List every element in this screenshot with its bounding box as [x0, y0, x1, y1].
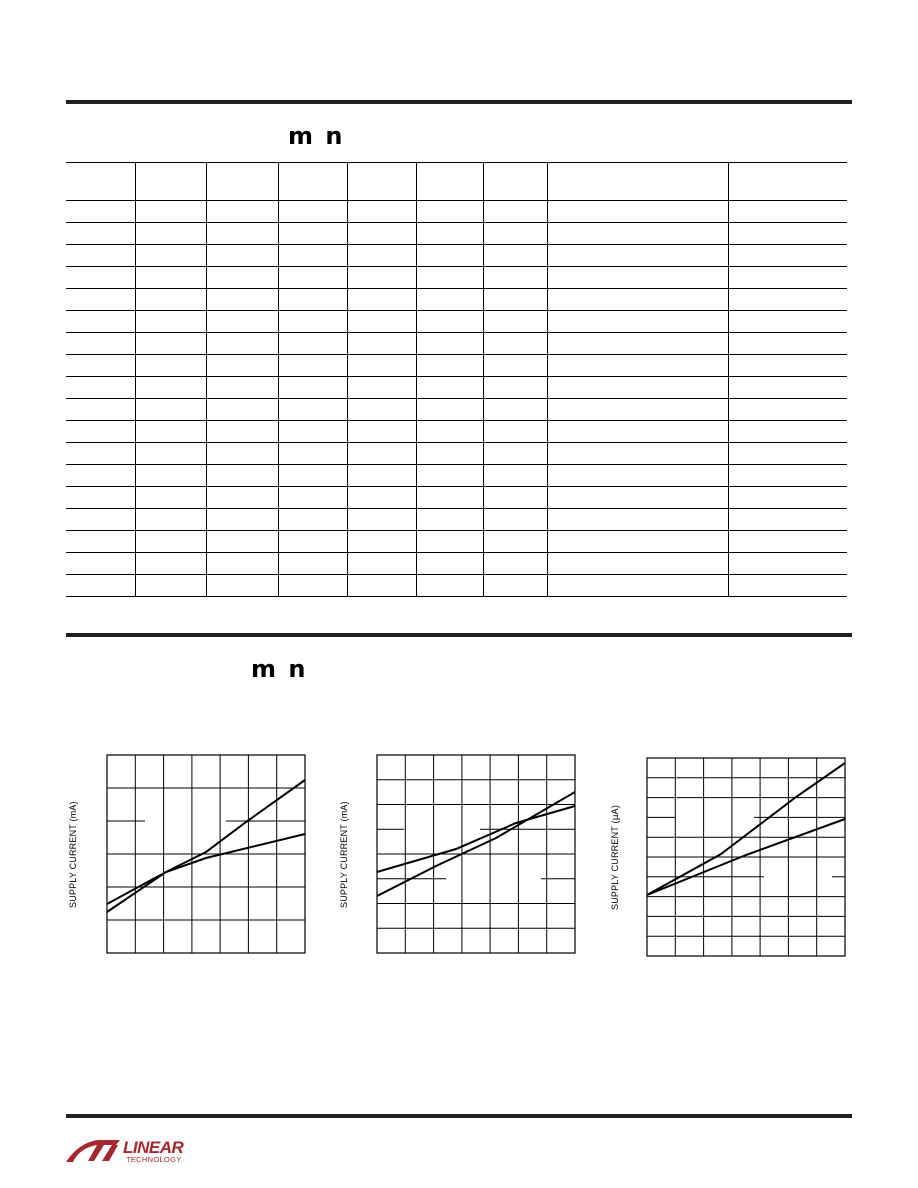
logo-mark: [102, 1145, 118, 1161]
table-cell: [347, 289, 416, 311]
table-cell: [278, 311, 347, 333]
table-cell: [135, 553, 206, 575]
table-cell: [347, 531, 416, 553]
section-heading-1: m n: [288, 122, 345, 150]
table-cell: [66, 509, 135, 531]
table-cell: [483, 267, 547, 289]
table-cell: [206, 355, 278, 377]
table-cell: [416, 443, 483, 465]
table-cell: [416, 465, 483, 487]
table-row: [66, 509, 847, 531]
table-cell: [416, 377, 483, 399]
table-header-cell: [206, 163, 278, 201]
table-cell: [347, 245, 416, 267]
table-cell: [416, 311, 483, 333]
table-cell: [347, 267, 416, 289]
section-rule-top: [66, 100, 852, 104]
table-cell: [483, 289, 547, 311]
table-cell: [278, 223, 347, 245]
table-cell: [347, 509, 416, 531]
table-cell: [206, 399, 278, 421]
table-cell: [547, 531, 728, 553]
table-cell: [135, 223, 206, 245]
table-cell: [728, 201, 847, 223]
table-cell: [206, 201, 278, 223]
table-cell: [347, 421, 416, 443]
table-cell: [278, 531, 347, 553]
table-cell: [547, 421, 728, 443]
table-cell: [66, 575, 135, 597]
table-cell: [66, 311, 135, 333]
table-cell: [206, 465, 278, 487]
table-row: [66, 443, 847, 465]
table-header-cell: [347, 163, 416, 201]
table-cell: [483, 509, 547, 531]
chart-3-ylabel: SUPPLY CURRENT (μA): [610, 804, 621, 910]
table-cell: [547, 465, 728, 487]
table-cell: [278, 245, 347, 267]
table-cell: [135, 377, 206, 399]
table-cell: [728, 487, 847, 509]
table-cell: [135, 245, 206, 267]
table-cell: [66, 443, 135, 465]
table-cell: [66, 355, 135, 377]
table-cell: [206, 245, 278, 267]
table-cell: [547, 267, 728, 289]
table-cell: [135, 399, 206, 421]
table-cell: [135, 355, 206, 377]
table-cell: [347, 465, 416, 487]
section-rule-middle: [66, 633, 852, 637]
table-cell: [66, 223, 135, 245]
table-cell: [278, 289, 347, 311]
table-cell: [347, 553, 416, 575]
table-cell: [66, 201, 135, 223]
table-cell: [135, 575, 206, 597]
table-cell: [483, 333, 547, 355]
table-cell: [278, 487, 347, 509]
table-cell: [416, 201, 483, 223]
logo-subtitle: TECHNOLOGY: [126, 1155, 182, 1164]
table-row: [66, 421, 847, 443]
table-header-cell: [483, 163, 547, 201]
chart-2: [376, 754, 578, 956]
table-cell: [206, 443, 278, 465]
chart-3: [646, 757, 848, 959]
table-cell: [728, 267, 847, 289]
table-row: [66, 267, 847, 289]
table-cell: [483, 245, 547, 267]
table-cell: [483, 465, 547, 487]
table-cell: [66, 333, 135, 355]
table-cell: [483, 377, 547, 399]
chart-1: [106, 754, 308, 956]
table-cell: [728, 333, 847, 355]
table-cell: [278, 553, 347, 575]
table-cell: [547, 355, 728, 377]
table-cell: [278, 355, 347, 377]
table-cell: [728, 509, 847, 531]
section-rule-bottom: [66, 1114, 852, 1118]
table-cell: [416, 245, 483, 267]
table-cell: [347, 201, 416, 223]
section-heading-2: m n: [251, 655, 308, 683]
table-cell: [547, 509, 728, 531]
table-cell: [206, 553, 278, 575]
table-cell: [135, 289, 206, 311]
table-cell: [416, 421, 483, 443]
table-cell: [547, 245, 728, 267]
table-cell: [66, 399, 135, 421]
table-cell: [416, 223, 483, 245]
table-cell: [135, 421, 206, 443]
table-header-cell: [728, 163, 847, 201]
table-cell: [206, 311, 278, 333]
table-cell: [66, 267, 135, 289]
table-cell: [347, 399, 416, 421]
table-cell: [206, 509, 278, 531]
table-header-cell: [135, 163, 206, 201]
table-cell: [206, 487, 278, 509]
table-cell: [206, 575, 278, 597]
table-cell: [278, 421, 347, 443]
table-cell: [728, 311, 847, 333]
table-cell: [206, 289, 278, 311]
table-cell: [416, 333, 483, 355]
table-row: [66, 245, 847, 267]
chart-1-curve: [107, 780, 305, 912]
table-cell: [347, 443, 416, 465]
table-cell: [66, 553, 135, 575]
table-header-row: [66, 163, 847, 201]
table-cell: [547, 333, 728, 355]
table-cell: [66, 465, 135, 487]
table-cell: [135, 267, 206, 289]
table-cell: [728, 355, 847, 377]
table-cell: [728, 465, 847, 487]
table-cell: [206, 377, 278, 399]
table-cell: [483, 575, 547, 597]
table-cell: [66, 245, 135, 267]
table-cell: [66, 421, 135, 443]
table-cell: [66, 377, 135, 399]
table-cell: [483, 399, 547, 421]
table-row: [66, 201, 847, 223]
table-row: [66, 487, 847, 509]
table-cell: [66, 531, 135, 553]
table-cell: [483, 553, 547, 575]
table-cell: [416, 575, 483, 597]
table-cell: [278, 333, 347, 355]
logo-word: LINEAR: [123, 1138, 184, 1157]
table-cell: [547, 399, 728, 421]
table-header-cell: [547, 163, 728, 201]
table-cell: [483, 355, 547, 377]
table-cell: [483, 201, 547, 223]
table-row: [66, 333, 847, 355]
table-cell: [206, 333, 278, 355]
table-cell: [347, 377, 416, 399]
table-cell: [728, 443, 847, 465]
table-cell: [728, 531, 847, 553]
table-cell: [547, 223, 728, 245]
table-header-cell: [416, 163, 483, 201]
table-row: [66, 311, 847, 333]
table-cell: [66, 487, 135, 509]
table-row: [66, 553, 847, 575]
table-cell: [347, 223, 416, 245]
table-cell: [547, 377, 728, 399]
table-cell: [278, 377, 347, 399]
table-cell: [135, 333, 206, 355]
chart-2-curve: [377, 792, 575, 896]
table-cell: [347, 575, 416, 597]
table-cell: [483, 531, 547, 553]
table-cell: [135, 531, 206, 553]
table-cell: [547, 289, 728, 311]
table-cell: [728, 377, 847, 399]
chart-2-curve: [377, 806, 575, 872]
table-cell: [728, 289, 847, 311]
table-cell: [135, 311, 206, 333]
table-cell: [135, 201, 206, 223]
table-cell: [347, 487, 416, 509]
table-cell: [278, 201, 347, 223]
table-cell: [483, 311, 547, 333]
table-row: [66, 289, 847, 311]
table-cell: [547, 487, 728, 509]
table-cell: [278, 465, 347, 487]
table-header-cell: [66, 163, 135, 201]
table-cell: [728, 575, 847, 597]
chart-1-curve: [107, 834, 305, 904]
table-row: [66, 355, 847, 377]
table-cell: [278, 509, 347, 531]
table-cell: [135, 443, 206, 465]
table-cell: [728, 245, 847, 267]
table-cell: [547, 311, 728, 333]
table-cell: [416, 531, 483, 553]
table-cell: [416, 267, 483, 289]
table-cell: [278, 267, 347, 289]
table-cell: [135, 465, 206, 487]
table-cell: [547, 575, 728, 597]
table-row: [66, 223, 847, 245]
table-cell: [483, 421, 547, 443]
table-cell: [728, 421, 847, 443]
table-row: [66, 531, 847, 553]
table-row: [66, 399, 847, 421]
table-cell: [547, 553, 728, 575]
table-row: [66, 377, 847, 399]
table-cell: [547, 443, 728, 465]
table-cell: [483, 443, 547, 465]
table-cell: [416, 289, 483, 311]
table-cell: [416, 487, 483, 509]
table-header-cell: [278, 163, 347, 201]
table-cell: [483, 487, 547, 509]
table-cell: [728, 553, 847, 575]
table-cell: [206, 223, 278, 245]
table-cell: [347, 355, 416, 377]
table-cell: [135, 487, 206, 509]
chart-2-ylabel: SUPPLY CURRENT (mA): [339, 801, 349, 908]
table-cell: [416, 509, 483, 531]
table-cell: [728, 399, 847, 421]
table-cell: [347, 333, 416, 355]
table-cell: [278, 443, 347, 465]
table-cell: [347, 311, 416, 333]
table-cell: [416, 355, 483, 377]
chart-1-ylabel: SUPPLY CURRENT (mA): [68, 801, 78, 908]
data-table: [66, 162, 847, 597]
table-cell: [135, 509, 206, 531]
table-cell: [728, 223, 847, 245]
table-cell: [547, 201, 728, 223]
table-cell: [483, 223, 547, 245]
table-cell: [278, 399, 347, 421]
table-cell: [206, 531, 278, 553]
table-cell: [206, 267, 278, 289]
linear-technology-logo: [64, 1132, 194, 1166]
table-cell: [66, 289, 135, 311]
table-cell: [206, 421, 278, 443]
table-row: [66, 575, 847, 597]
table-cell: [416, 399, 483, 421]
table-cell: [416, 553, 483, 575]
table-cell: [278, 575, 347, 597]
table-row: [66, 465, 847, 487]
